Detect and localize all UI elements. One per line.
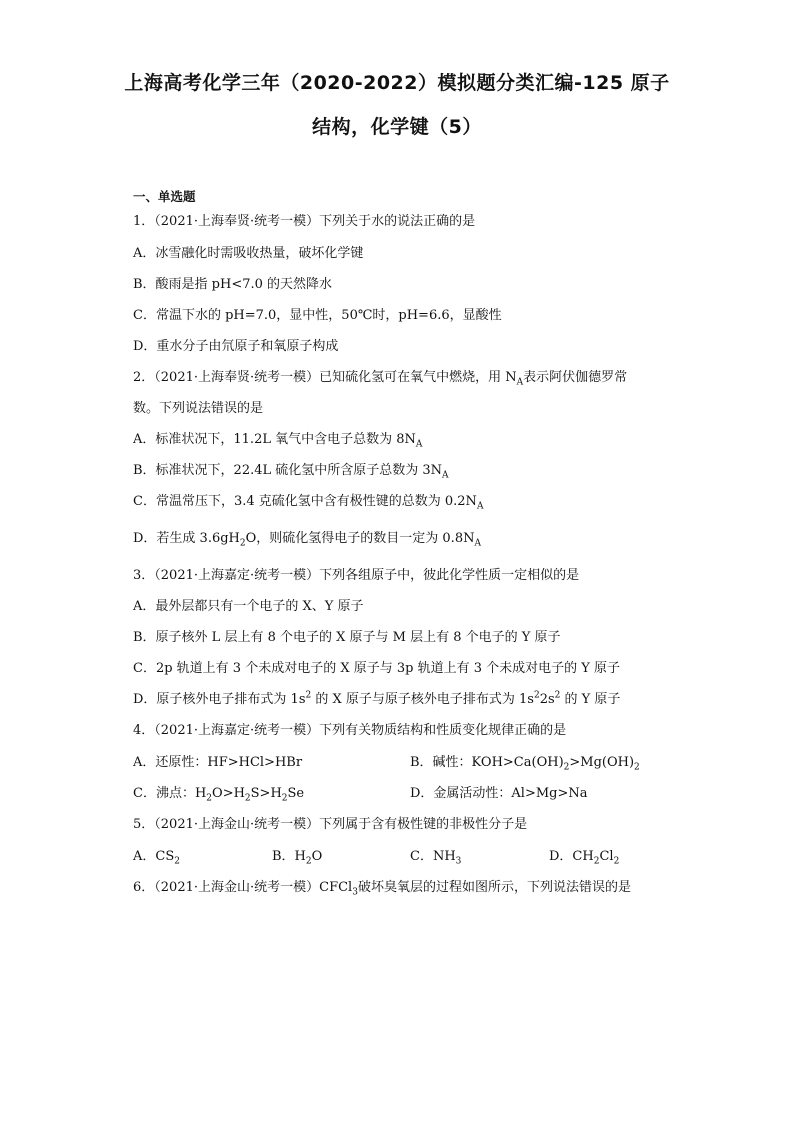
- question-4-option-a: A．还原性：HF>HCl>HBr: [133, 755, 303, 770]
- question-1-stem: 1．（2021·上海奉贤·统考一模）下列关于水的说法正确的是: [133, 214, 476, 229]
- page-title-line2: 结构，化学键（5）: [312, 116, 482, 138]
- question-6-stem: 6．（2021·上海金山·统考一模）CFCl$_3$破坏臭氧层的过程如图所示，下列说法错误的是: [133, 880, 631, 898]
- question-2-option-d: D．若生成 $3.6gH_2O$，则硫化氢得电子的数目一定为 $0.8N_A$: [133, 531, 481, 549]
- question-1-option-a: A．冰雪融化时需吸收热量，破坏化学键: [133, 246, 364, 261]
- section-heading: 一、单选题: [133, 189, 196, 204]
- question-3-option-a: A．最外层都只有一个电子的 X、Y 原子: [133, 599, 364, 614]
- question-2-stem: 2．（2021·上海奉贤·统考一模）已知硫化氢可在氧气中燃烧，用 $N_A$表示阿伏伽德罗常: [133, 370, 628, 388]
- question-4-option-c: C．沸点：$H_2O>H_2S>H_2Se$: [133, 786, 305, 804]
- question-3-option-c: C．2p 轨道上有 3 个未成对电子的 X 原子与 3p 轨道上有 3 个未成对电子的 Y 原子: [133, 661, 620, 676]
- question-4-stem: 4．（2021·上海嘉定·统考一模）下列有关物质结构和性质变化规律正确的是: [133, 723, 567, 738]
- question-5-option-b: B．$H_2O$: [272, 849, 323, 867]
- question-3-option-d: D．原子核外电子排布式为 $1s^2$ 的 X 原子与原子核外电子排布式为 $1s^22s^2$ 的 Y 原子: [133, 690, 621, 707]
- page-title-line1: 上海高考化学三年（2020-2022）模拟题分类汇编-125 原子: [124, 72, 670, 94]
- question-3-option-b: B．原子核外 L 层上有 8 个电子的 X 原子与 M 层上有 8 个电子的 Y 原子: [133, 630, 561, 645]
- question-5-option-a: A．$CS_2$: [133, 849, 180, 867]
- question-2-option-c: C．常温常压下，3.4 克硫化氢中含有极性键的总数为 $0.2N_A$: [133, 494, 484, 512]
- question-5-option-d: D．$CH_2Cl_2$: [549, 849, 620, 867]
- question-5-option-c: C．$NH_3$: [410, 849, 462, 867]
- question-4-option-b: B．碱性：$KOH>Ca(OH)_2>Mg(OH)_2$: [410, 755, 640, 773]
- question-5-stem: 5．（2021·上海金山·统考一模）下列属于含有极性键的非极性分子是: [133, 817, 528, 832]
- question-2-option-b: B．标准状况下，22.4L 硫化氢中所含原子总数为 $3N_A$: [133, 463, 449, 481]
- question-2-option-a: A．标准状况下，11.2L 氧气中含电子总数为 $8N_A$: [133, 432, 423, 450]
- question-1-option-c: C．常温下水的 pH=7.0，显中性，50℃时，pH=6.6，显酸性: [133, 308, 502, 323]
- question-1-option-d: D．重水分子由氘原子和氧原子构成: [133, 339, 339, 354]
- question-4-option-d: D．金属活动性：Al>Mg>Na: [410, 786, 588, 801]
- question-2-stem-line2: 数。下列说法错误的是: [133, 401, 264, 416]
- question-1-option-b: B．酸雨是指 pH<7.0 的天然降水: [133, 277, 333, 292]
- question-3-stem: 3．（2021·上海嘉定·统考一模）下列各组原子中，彼此化学性质一定相似的是: [133, 568, 580, 583]
